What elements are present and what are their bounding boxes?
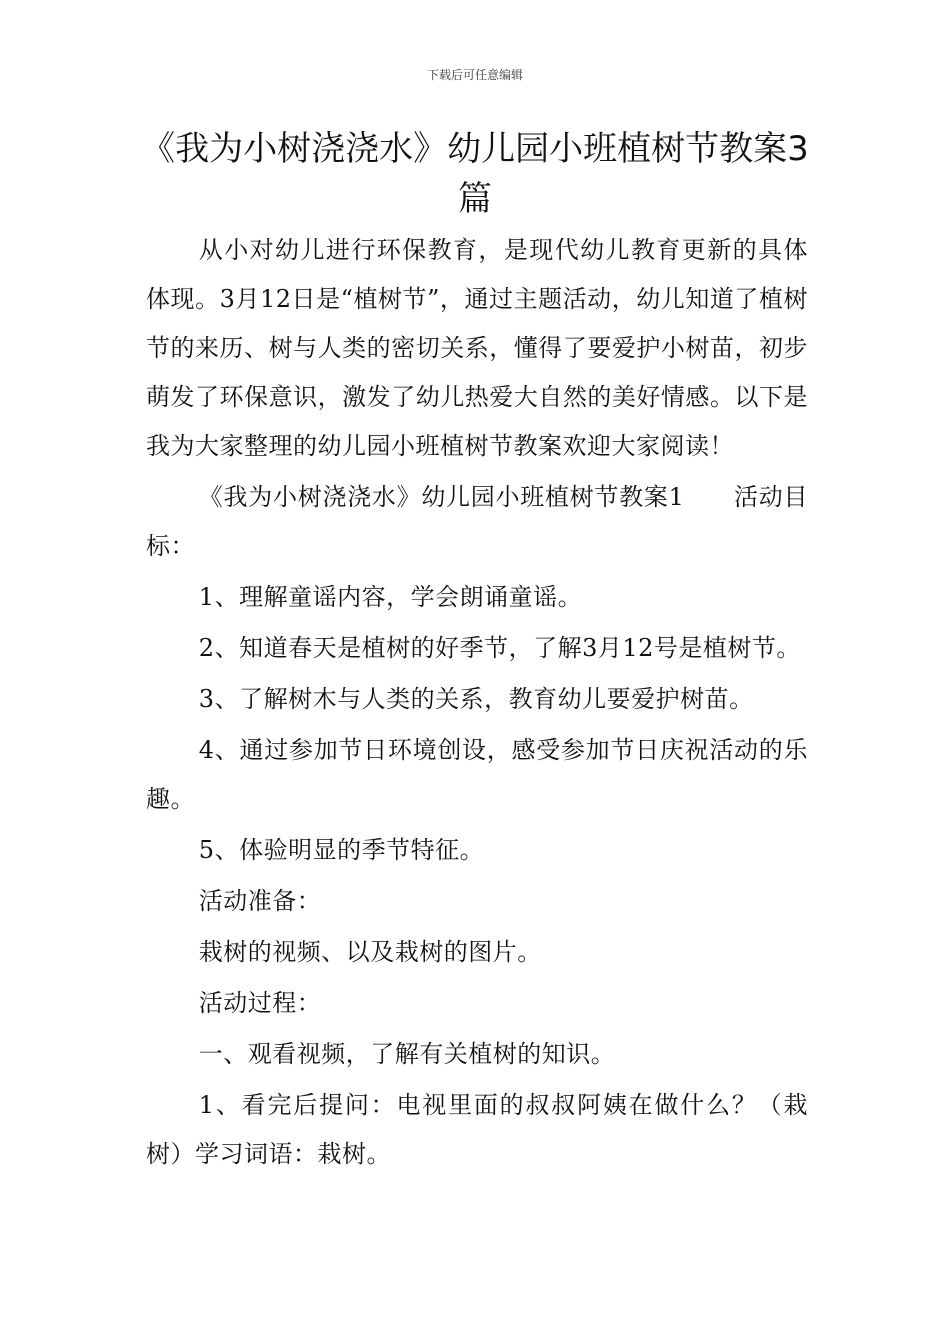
intro-paragraph: 从小对幼儿进行环保教育，是现代幼儿教育更新的具体体现。3月12日是“植树节”，通过主题活动，幼儿知道了植树节的来历、树与人类的密切关系，懂得了要爱护小树苗，初步萌发了环保意识，激发了幼儿热爱大自然的美好情感。以下是我为大家整理的幼儿园小班植树节教案欢迎大家阅读！ bbox=[146, 236, 808, 460]
goal-item-1: 1、理解童谣内容，学会朗诵童谣。 bbox=[198, 583, 583, 611]
goal-item-2: 2、知道春天是植树的好季节，了解3月12号是植树节。 bbox=[198, 634, 801, 662]
preparation-heading: 活动准备： bbox=[198, 887, 322, 915]
goal-item-5: 5、体验明显的季节特征。 bbox=[198, 836, 485, 864]
process-heading: 活动过程： bbox=[198, 989, 322, 1017]
document-body bbox=[146, 226, 808, 1181]
process-step-1-question: 1、看完后提问：电视里面的叔叔阿姨在做什么？（栽树）学习词语：栽树。 bbox=[146, 1091, 808, 1168]
goal-item-3: 3、了解树木与人类的关系，教育幼儿要爱护树苗。 bbox=[198, 685, 754, 713]
goal-item-4: 4、通过参加节日环境创设，感受参加节日庆祝活动的乐趣。 bbox=[146, 736, 808, 813]
header-note: 下载后可任意编辑 bbox=[426, 68, 523, 82]
document-title: 《我为小树浇浇水》幼儿园小班植树节教案3篇 bbox=[141, 129, 809, 219]
lesson-heading-paragraph: 《我为小树浇浇水》幼儿园小班植树节教案1 活动目标： bbox=[146, 483, 808, 560]
preparation-text: 栽树的视频、以及栽树的图片。 bbox=[198, 938, 542, 966]
process-step-1: 一、观看视频，了解有关植树的知识。 bbox=[198, 1040, 616, 1068]
